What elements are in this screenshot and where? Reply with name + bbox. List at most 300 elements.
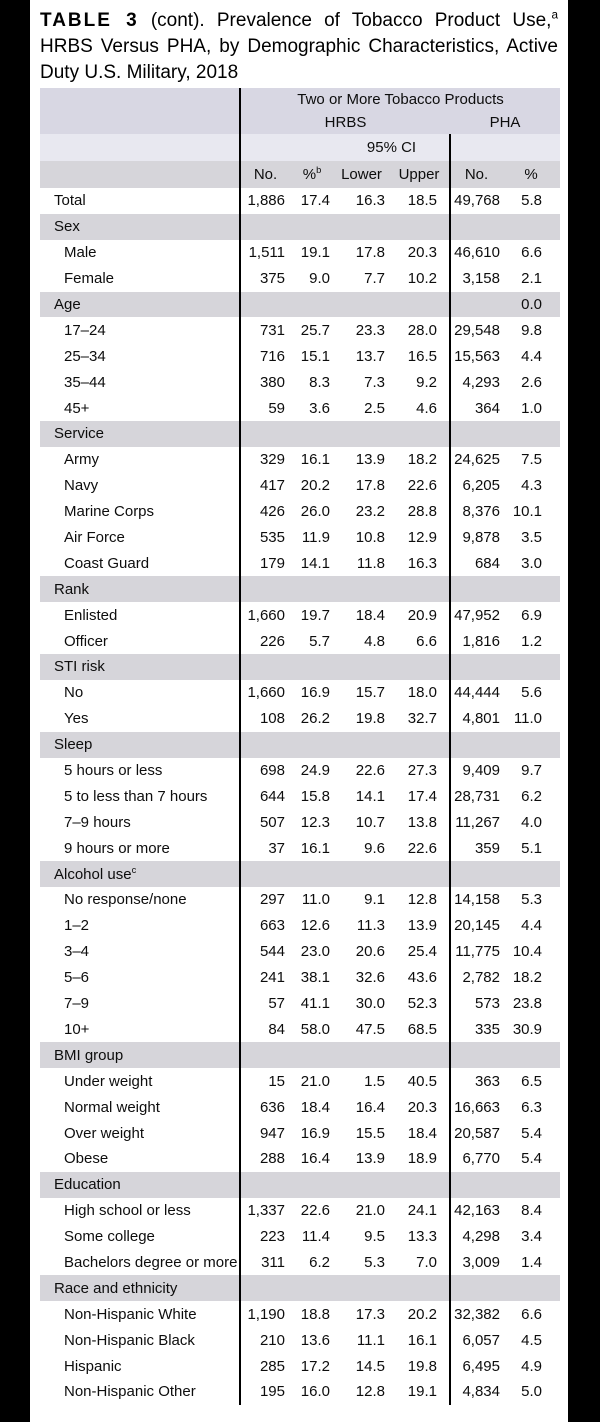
value-cell [502,421,560,447]
value-cell: 12.8 [407,891,437,909]
value-cell [502,861,560,887]
header-span-row [40,88,560,111]
row-label: Army [64,451,99,469]
table-row [40,1120,560,1146]
value-cell: 47.5 [355,1020,385,1038]
value-cell: 58.0 [300,1020,330,1038]
value-cell: 26.0 [300,503,330,521]
row-label: Education [40,1172,240,1198]
value-cell: 5.4 [521,1124,543,1142]
title-rest: HRBS Versus PHA, by Demographic Characteristics, Active Duty U.S. Military, 2018 [40,36,558,83]
value-cell: 42,163 [450,1198,502,1224]
value-cell: 13.9 [355,451,385,469]
row-label: 17–24 [64,321,106,339]
table-row [40,1146,560,1172]
value-cell: 16.5 [407,347,437,365]
table-row [40,835,560,861]
value-cell: 13.7 [355,347,385,365]
value-cell: 14,158 [450,887,502,913]
value-cell: 507 [240,809,290,835]
value-cell [334,1172,389,1198]
value-cell: 636 [240,1094,290,1120]
row-label: Age [40,292,240,318]
value-cell [502,654,560,680]
value-cell: 6.9 [521,606,543,624]
value-cell: 43.6 [407,969,437,987]
value-cell: 6.6 [521,244,543,262]
value-cell [389,654,450,680]
empty-cell [240,134,290,161]
value-cell: 37 [240,835,290,861]
value-cell: 644 [240,783,290,809]
table-body [40,188,560,1405]
row-label: 35–44 [64,373,106,391]
value-cell: 12.8 [355,1383,385,1401]
value-cell [334,292,389,318]
value-cell: 17.2 [300,1357,330,1375]
col-header-lower: Lower [334,161,389,188]
value-cell: 30.9 [512,1020,543,1038]
value-cell: 4.6 [416,399,437,417]
section-row [40,421,560,447]
value-cell: 13.9 [355,1150,385,1168]
value-cell: 6,057 [450,1327,502,1353]
value-cell [450,421,502,447]
value-cell: 4.4 [521,917,543,935]
value-cell: 26.2 [300,710,330,728]
value-cell [290,732,334,758]
value-cell [240,732,290,758]
row-label: Sex [40,214,240,240]
ci-header: 95% CI [334,134,450,161]
value-cell: 16.4 [300,1150,330,1168]
value-cell: 6,205 [450,473,502,499]
value-cell: 4,298 [450,1224,502,1250]
row-label: Male [64,244,97,262]
value-cell: 17.3 [355,1305,385,1323]
row-label: Non-Hispanic Other [64,1383,196,1401]
value-cell: 6.2 [309,1253,330,1271]
row-label: 9 hours or more [64,839,170,857]
value-cell: 1.5 [364,1072,385,1090]
value-cell: 84 [240,1017,290,1043]
value-cell: 297 [240,887,290,913]
value-cell: 9.7 [521,762,543,780]
value-cell: 23.2 [355,503,385,521]
value-cell: 8.4 [521,1202,543,1220]
value-cell [240,861,290,887]
value-cell: 4.9 [521,1357,543,1375]
table-row [40,887,560,913]
value-cell: 32.6 [355,969,385,987]
value-cell: 24.1 [407,1202,437,1220]
value-cell: 11,775 [450,939,502,965]
value-cell: 19.1 [407,1383,437,1401]
page [30,0,568,1422]
value-cell: 15,563 [450,343,502,369]
value-cell: 18.8 [300,1305,330,1323]
value-cell: 19.7 [300,606,330,624]
value-cell [450,1172,502,1198]
value-cell: 16.1 [300,839,330,857]
value-cell: 32,382 [450,1301,502,1327]
empty-cell [290,134,334,161]
value-cell: 5.0 [521,1383,543,1401]
value-cell: 947 [240,1120,290,1146]
row-label: Some college [64,1228,155,1246]
value-cell: 24.9 [300,762,330,780]
section-row [40,292,560,318]
value-cell [450,654,502,680]
value-cell: 7.0 [416,1253,437,1271]
row-label: 25–34 [64,347,106,365]
span-header: Two or More Tobacco Products [240,88,560,111]
value-cell [502,1042,560,1068]
value-cell: 5.3 [521,891,543,909]
value-cell [334,732,389,758]
row-label: Hispanic [64,1357,122,1375]
value-cell: 335 [450,1017,502,1043]
value-cell: 195 [240,1379,290,1405]
value-cell: 2.6 [521,373,543,391]
header-corner-cell [40,134,240,161]
value-cell: 44,444 [450,680,502,706]
value-cell: 380 [240,369,290,395]
value-cell [450,214,502,240]
value-cell: 18.4 [355,606,385,624]
row-label: Under weight [64,1072,153,1090]
row-label: Navy [64,477,99,495]
value-cell: 4,801 [450,706,502,732]
header-group-row [40,111,560,134]
row-label: STI risk [40,654,240,680]
header-corner-cell [40,161,240,188]
table-row [40,1250,560,1276]
value-cell: 5.1 [521,839,543,857]
value-cell: 6.5 [521,1072,543,1090]
value-cell [502,576,560,602]
value-cell: 311 [240,1250,290,1276]
value-cell: 32.7 [407,710,437,728]
table-row [40,1224,560,1250]
value-cell: 23.8 [512,995,543,1013]
value-cell: 11,267 [450,809,502,835]
col-header-no-pha: No. [450,161,502,188]
row-label: Race and ethnicity [40,1275,240,1301]
value-cell [334,1042,389,1068]
value-cell: 49,768 [450,188,502,214]
value-cell: 22.6 [407,477,437,495]
value-cell: 9,409 [450,758,502,784]
value-cell: 40.5 [407,1072,437,1090]
table-row [40,680,560,706]
value-cell: 226 [240,628,290,654]
value-cell: 28.8 [407,503,437,521]
row-label: Alcohol use$^c$ [40,861,240,887]
value-cell: 11.3 [356,917,385,935]
section-row [40,1275,560,1301]
value-cell: 5.3 [364,1253,385,1271]
value-cell: 417 [240,473,290,499]
header-ci-row [40,134,560,161]
value-cell: 12.9 [407,529,437,547]
value-cell: 4.3 [521,477,543,495]
value-cell: 426 [240,499,290,525]
value-cell: 716 [240,343,290,369]
table-row [40,1301,560,1327]
row-label: Non-Hispanic Black [64,1331,195,1349]
row-label: Female [64,270,115,288]
value-cell: 17.4 [300,192,330,210]
col-header-pct-pha: % [502,161,560,188]
value-cell [502,1275,560,1301]
value-cell: 12.6 [300,917,330,935]
table-row [40,188,560,214]
value-cell: 15.1 [300,347,330,365]
value-cell: 16.3 [355,192,385,210]
value-cell: 5.7 [309,632,330,650]
value-cell: 1,190 [240,1301,290,1327]
row-label: Total [54,192,86,210]
value-cell [240,576,290,602]
table-row [40,395,560,421]
table-row [40,913,560,939]
value-cell: 6,495 [450,1353,502,1379]
value-cell: 13.8 [407,813,437,831]
value-cell [240,1275,290,1301]
value-cell: 21.0 [300,1072,330,1090]
value-cell: 22.6 [300,1202,330,1220]
footnote-marker-c: c [131,864,137,875]
value-cell [450,1275,502,1301]
value-cell: 20.6 [355,943,385,961]
row-label: Bachelors degree or more [64,1253,238,1271]
value-cell: 19.1 [300,244,330,262]
row-label: No response/none [64,891,187,909]
value-cell: 19.8 [355,710,385,728]
value-cell: 1,816 [450,628,502,654]
section-row [40,654,560,680]
value-cell: 108 [240,706,290,732]
row-label: Marine Corps [64,503,155,521]
value-cell: 3.4 [521,1228,543,1246]
value-cell: 5.4 [521,1150,543,1168]
value-cell [240,421,290,447]
value-cell [290,654,334,680]
value-cell [450,576,502,602]
value-cell: 16.1 [300,451,330,469]
value-cell [450,732,502,758]
row-label: No [64,684,84,702]
row-label: Air Force [64,529,125,547]
table-row [40,1353,560,1379]
table-row [40,1379,560,1405]
value-cell: 11.1 [356,1331,385,1349]
value-cell [389,292,450,318]
value-cell: 30.0 [355,995,385,1013]
value-cell: 544 [240,939,290,965]
value-cell: 5.8 [521,192,543,210]
value-cell: 4,293 [450,369,502,395]
col-header-no-hrbs: No. [240,161,290,188]
table-row [40,1327,560,1353]
value-cell [240,214,290,240]
value-cell: 3.5 [521,529,543,547]
table-row [40,706,560,732]
row-label: 5 hours or less [64,762,163,780]
table-row [40,473,560,499]
value-cell: 20,587 [450,1120,502,1146]
value-cell [450,861,502,887]
row-label: 5–6 [64,969,90,987]
table-row [40,939,560,965]
value-cell: 11.9 [301,529,330,547]
footnote-marker-a: a [551,8,559,22]
value-cell: 68.5 [407,1020,437,1038]
table-row [40,343,560,369]
table-container [40,88,560,1405]
row-label: 10+ [64,1020,90,1038]
value-cell: 12.3 [300,813,330,831]
value-cell: 684 [450,550,502,576]
row-label: Over weight [64,1124,145,1142]
table-row [40,991,560,1017]
table-row [40,1198,560,1224]
header-corner-cell [40,88,240,111]
value-cell: 15.7 [355,684,385,702]
value-cell: 4.4 [521,347,543,365]
value-cell: 17.8 [355,477,385,495]
value-cell: 47,952 [450,602,502,628]
value-cell: 8.3 [309,373,330,391]
value-cell [290,1275,334,1301]
row-label: Rank [40,576,240,602]
section-row [40,576,560,602]
value-cell: 2.1 [521,270,543,288]
value-cell: 27.3 [407,762,437,780]
value-cell: 28.0 [407,321,437,339]
value-cell: 18.4 [300,1098,330,1116]
value-cell: 13.6 [300,1331,330,1349]
value-cell [389,214,450,240]
value-cell: 6,770 [450,1146,502,1172]
value-cell [290,576,334,602]
value-cell: 3.6 [309,399,330,417]
value-cell: 14.5 [355,1357,385,1375]
empty-cell [502,134,560,161]
value-cell [290,292,334,318]
value-cell: 15.5 [355,1124,385,1142]
row-label: 7–9 hours [64,813,131,831]
table-row [40,602,560,628]
empty-cell [450,134,502,161]
table-row [40,758,560,784]
table-row [40,266,560,292]
value-cell [290,214,334,240]
value-cell [240,292,290,318]
value-cell [334,421,389,447]
value-cell: 2.5 [364,399,385,417]
value-cell: 1.0 [521,399,543,417]
value-cell: 7.7 [364,270,385,288]
table-row [40,1094,560,1120]
table-title [40,8,558,86]
value-cell: 7.5 [521,451,543,469]
value-cell: 288 [240,1146,290,1172]
value-cell: 359 [450,835,502,861]
value-cell: 573 [450,991,502,1017]
value-cell: 15 [240,1068,290,1094]
table-row [40,783,560,809]
value-cell: 9.0 [309,270,330,288]
value-cell: 20,145 [450,913,502,939]
value-cell: 52.3 [407,995,437,1013]
section-row [40,732,560,758]
value-cell: 9.8 [521,321,543,339]
value-cell [389,1172,450,1198]
value-cell: 4.0 [521,813,543,831]
value-cell [290,1172,334,1198]
row-label: Sleep [40,732,240,758]
value-cell [290,1042,334,1068]
value-cell [240,654,290,680]
value-cell: 375 [240,266,290,292]
title-body: (cont). Prevalence of Tobacco Product Use, [138,10,552,31]
value-cell: 9.5 [364,1228,385,1246]
value-cell: 23.3 [355,321,385,339]
value-cell: 41.1 [300,995,330,1013]
table-row [40,240,560,266]
value-cell: 9.2 [416,373,437,391]
value-cell [389,1275,450,1301]
value-cell: 9.6 [364,839,385,857]
pha-group-header: PHA [450,111,560,134]
value-cell: 16,663 [450,1094,502,1120]
value-cell: 535 [240,525,290,551]
value-cell: 20.3 [407,1098,437,1116]
value-cell: 4,834 [450,1379,502,1405]
col-header-upper: Upper [389,161,450,188]
value-cell: 10.4 [512,943,543,961]
value-cell: 1.2 [521,632,543,650]
table-row [40,447,560,473]
value-cell: 4.5 [521,1331,543,1349]
table-row [40,1068,560,1094]
value-cell: 285 [240,1353,290,1379]
footnote-marker-b: b [316,165,322,175]
col-header-pct-hrbs [290,161,334,188]
header-columns-row [40,161,560,188]
table-row [40,317,560,343]
section-row [40,1172,560,1198]
value-cell: 1,660 [240,680,290,706]
value-cell: 18.2 [512,969,543,987]
value-cell: 364 [450,395,502,421]
value-cell: 29,548 [450,317,502,343]
value-cell: 25.7 [300,321,330,339]
value-cell [334,654,389,680]
value-cell: 1,886 [240,188,290,214]
value-cell [389,421,450,447]
value-cell: 18.2 [407,451,437,469]
value-cell [389,1042,450,1068]
value-cell: 6.2 [521,787,543,805]
value-cell: 20.3 [407,244,437,262]
value-cell: 16.3 [407,554,437,572]
section-row [40,214,560,240]
row-label: Normal weight [64,1098,160,1116]
value-cell: 16.1 [407,1331,437,1349]
